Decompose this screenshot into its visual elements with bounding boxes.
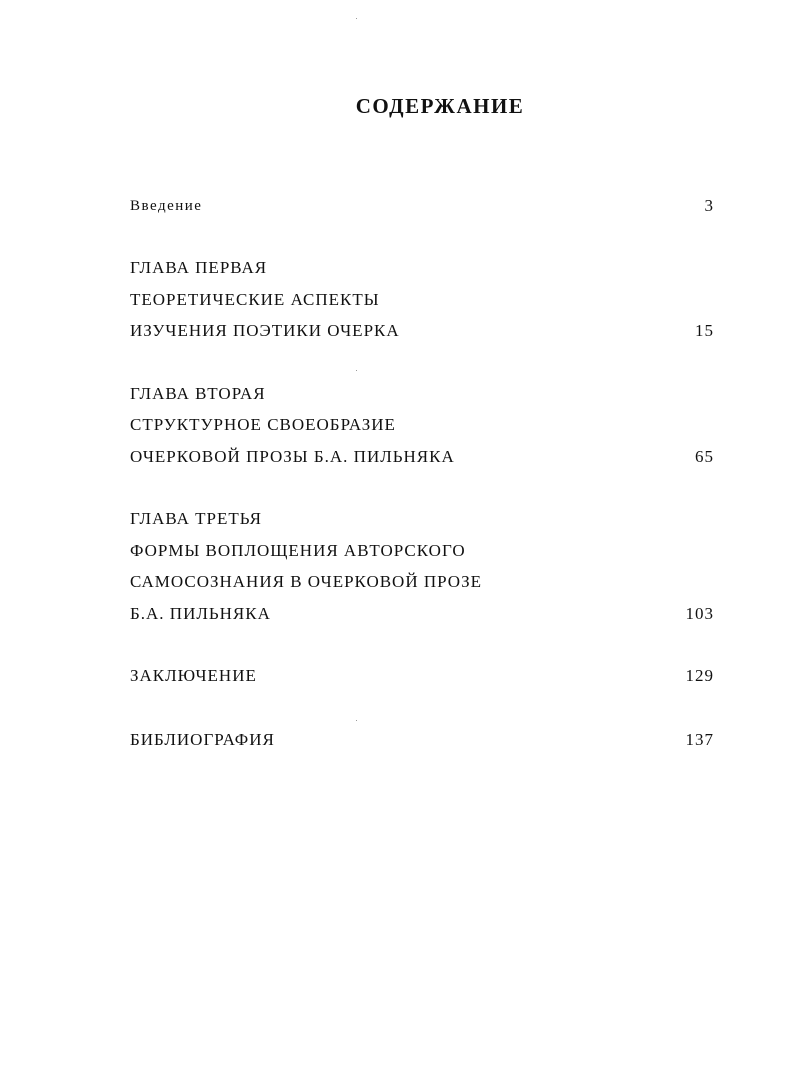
toc-chapter-title-line: ТЕОРЕТИЧЕСКИЕ АСПЕКТЫ [130, 290, 380, 309]
scan-speck [356, 370, 357, 371]
toc-chapter-heading: ГЛАВА ВТОРАЯ [130, 384, 266, 403]
scan-speck [356, 18, 357, 19]
toc-chapter-title-line: СТРУКТУРНОЕ СВОЕОБРАЗИЕ [130, 415, 396, 434]
toc-page-number: 103 [685, 604, 714, 623]
toc-page-number: 137 [685, 730, 714, 749]
toc-chapter-title-line: Б.А. ПИЛЬНЯКА [130, 604, 271, 623]
toc-entry-label: ЗАКЛЮЧЕНИЕ [130, 666, 257, 685]
toc-chapter-title-line: САМОСОЗНАНИЯ В ОЧЕРКОВОЙ ПРОЗЕ [130, 572, 482, 591]
toc-entry-label: Введение [130, 198, 203, 214]
toc-page-number: 15 [695, 321, 714, 340]
toc-page-number: 129 [685, 666, 714, 685]
toc-page-number: 65 [695, 447, 714, 466]
toc-entry-label: БИБЛИОГРАФИЯ [130, 730, 275, 749]
toc-chapter-title-line: ОЧЕРКОВОЙ ПРОЗЫ Б.А. ПИЛЬНЯКА [130, 447, 455, 466]
scan-speck [356, 720, 357, 721]
toc-chapter-title-line: ИЗУЧЕНИЯ ПОЭТИКИ ОЧЕРКА [130, 321, 400, 340]
toc-chapter-title-line: ФОРМЫ ВОПЛОЩЕНИЯ АВТОРСКОГО [130, 541, 466, 560]
toc-chapter-heading: ГЛАВА ТРЕТЬЯ [130, 509, 262, 528]
toc-chapter-heading: ГЛАВА ПЕРВАЯ [130, 258, 268, 277]
page-title: СОДЕРЖАНИЕ [355, 94, 525, 118]
toc-page-number: 3 [704, 196, 714, 215]
